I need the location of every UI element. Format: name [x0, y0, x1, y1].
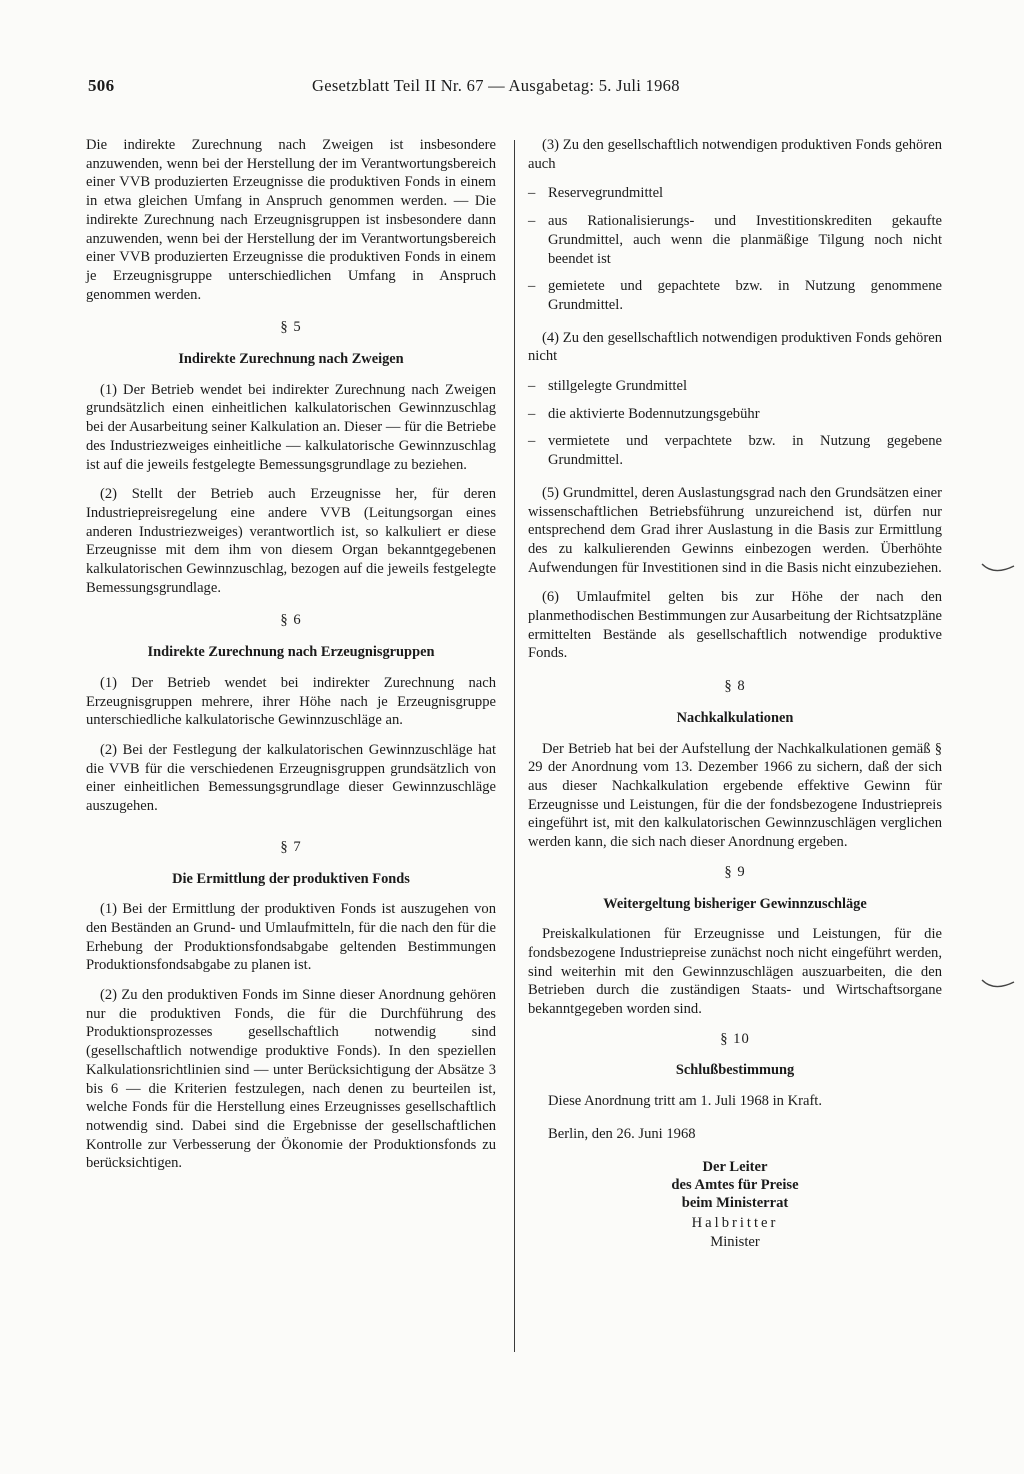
left-column — [86, 136, 496, 1184]
right-column — [528, 136, 942, 1252]
signature-block — [528, 1158, 942, 1213]
signature-line-1: Der Leiter — [702, 1158, 768, 1175]
margin-mark-1 — [980, 560, 1020, 580]
page-number: 506 — [88, 76, 115, 95]
section-10-number: § 10 — [720, 1030, 750, 1047]
section-8-heading: Nachkalkulationen — [676, 709, 794, 726]
list-item: – aus Rationalisierungs- und Investitionskrediten gekaufte Grundmittel, auch wenn die planmäßige Tilgung noch nicht beendet ist — [528, 213, 942, 267]
signature-line-3: beim Ministerrat — [681, 1195, 789, 1212]
section-5-heading: Indirekte Zurechnung nach Zweigen — [178, 351, 404, 368]
section-9-number: § 9 — [724, 863, 746, 880]
signatory-title: Minister — [710, 1234, 760, 1251]
section-7-paragraph-3: (3) Zu den gesellschaftlich notwendigen produktiven Fonds gehören auch — [528, 137, 942, 172]
section-10-heading: Schlußbestimmung — [675, 1062, 795, 1079]
list-item: – stillgelegte Grundmittel — [528, 378, 688, 395]
section-7-paragraph-6: (6) Umlaufmitel gelten bis zur Höhe der nach den planmethodischen Bestimmungen zur Ausarbeitung der Richtsatzpläne ermittelten Bestände als gesellschaftlich notwendige produktive Fonds. — [528, 589, 942, 662]
signature-line-2: des Amtes für Preise — [671, 1176, 799, 1193]
section-7-paragraph-5: (5) Grundmittel, deren Auslastungsgrad nach den Grundsätzen einer wissenschaftlichen Betriebsführung unzureichend ist, dürfen nur entsprechend dem Grad ihrer Auslastung in die Basis zur Ermittlung des zu kalkulierenden Gewinns einbezogen werden. Überhöhte Aufwendungen für Investitionen sind in die Basis nicht einzubeziehen. — [528, 484, 942, 576]
signatory-name: Halbritter — [691, 1215, 779, 1232]
column-divider — [514, 140, 515, 1352]
section-10-paragraph: Diese Anordnung tritt am 1. Juli 1968 in Kraft. — [548, 1093, 823, 1110]
section-5-number: § 5 — [280, 319, 302, 336]
section-6-paragraph-1: (1) Der Betrieb wendet bei indirekter Zurechnung nach Erzeugnisgruppen mehrere, ihrer Höhe nach je Erzeugnisgruppe unterschiedliche kalkulatorische Gewinnzuschläge an. — [86, 674, 496, 729]
section-6-number: § 6 — [280, 612, 302, 629]
intro-paragraph: Die indirekte Zurechnung nach Zweigen ist insbesondere anzuwenden, wenn bei der Herstellung der im Verantwortungsbereich einer VVB produzierten Erzeugnisse die produktiven Fonds in einem in etwa gleichen Umfang in Anspruch genommen werden. — Die indirekte Zurechnung nach Erzeugnisgruppen ist insbesondere dann anzuwenden, wenn bei der Herstellung der im Verantwortungsbereich einer VVB produzierten Erzeugnisse die produktiven Fonds in einem je Erzeugnisgruppe unterschiedlichen Umfang in Anspruch genommen werden. — [86, 137, 496, 303]
list-item: – gemietete und gepachtete bzw. in Nutzung genommene Grundmittel. — [528, 278, 942, 313]
section-6-paragraph-2: (2) Bei der Festlegung der kalkulatorischen Gewinnzuschläge hat die VVB für die verschiedenen Erzeugnisgruppen grundsätzlich von einer einheitlichen Bemessungsgrundlage dieser Gewinnzuschläge auszugehen. — [86, 741, 496, 815]
margin-mark-2 — [980, 976, 1020, 996]
section-9-heading: Weitergeltung bisheriger Gewinnzuschläge — [603, 895, 867, 912]
section-9-paragraph: Preiskalkulationen für Erzeugnisse und Leistungen, für die fondsbezogene Industriepreise zunächst noch nicht eingeführt werden, sind weiterhin mit den Gewinnzuschlägen auszuarbeiten, die den Betrieben durch die zuständigen Staats- und Wirtschaftsorgane bekanntgegeben worden sind. — [528, 926, 942, 1018]
section-7-number: § 7 — [280, 838, 302, 855]
section-8-number: § 8 — [724, 678, 746, 695]
section-6-heading: Indirekte Zurechnung nach Erzeugnisgruppen — [147, 644, 435, 661]
place-date: Berlin, den 26. Juni 1968 — [548, 1125, 696, 1142]
section-5-paragraph-2: (2) Stellt der Betrieb auch Erzeugnisse her, für deren Industriepreisregelung eine andere VVB (Leitungsorgan eines anderen Industriezweiges) verantwortlich ist, so kalkuliert er diese Erzeugnisse mit dem ihm von diesem Organ bekanntgegebenen kalkulatorischen Gewinnzuschlag, bezogen auf die jeweils festgelegte Bemessungsgrundlage. — [86, 486, 496, 596]
header-title: Gesetzblatt Teil II Nr. 67 — Ausgabetag: 5. Juli 1968 — [312, 76, 680, 95]
list-item: – die aktivierte Bodennutzungsgebühr — [528, 405, 760, 422]
section-8-paragraph: Der Betrieb hat bei der Aufstellung der Nachkalkulationen gemäß § 29 der Anordnung vom 13. Dezember 1966 zu sichern, daß der sich aus dieser Nachkalkulation ergebende effektive Gewinn für Erzeugnisse und Leistungen, für die der fondsbezogene Industriepreis eingeführt ist, mit den kalkulatorischen Gewinnzuschlägen verglichen werden kann, die sich nach dieser Anordnung ergeben. — [528, 740, 942, 851]
section-5-paragraph-1: (1) Der Betrieb wendet bei indirekter Zurechnung nach Zweigen grundsätzlich einen einheitlichen kalkulatorischen Gewinnzuschlag bei der Ausarbeitung seiner Kalkulation an. Dieser — für die Betriebe des Industriezweiges einheitliche — kalkulatorische Gewinnzuschlag ist auf die jeweils festgelegte Bemessungsgrundlage zu beziehen. — [86, 381, 496, 473]
list-item: – Reservegrundmittel — [528, 185, 664, 202]
section-7-paragraph-2: (2) Zu den produktiven Fonds im Sinne dieser Anordnung gehören nur die produktiven Fonds, die für die Durchführung des Produktionsprozesses gesellschaftlich notwendig sind (gesellschaftlich notwendige produktive Fonds). In den speziellen Kalkulationsrichtlinien sind — unter Berücksichtigung der Absätze 3 bis 6 — die Kriterien festzulegen, nach denen zu beurteilen ist, welche Fonds für die Herstellung eines Erzeugnisses gesellschaftlich notwendig sind. Dabei sind die Ergebnisse der gesellschaftlichen Kontrolle zur Verbesserung der Ökonomie der Produktionsfonds zu berücksichtigen. — [86, 987, 496, 1172]
list-item: – vermietete und verpachtete bzw. in Nutzung gegebene Grundmittel. — [528, 433, 942, 469]
section-7-paragraph-4: (4) Zu den gesellschaftlich notwendigen produktiven Fonds gehören nicht — [528, 329, 942, 365]
section-7-heading: Die Ermittlung der produktiven Fonds — [172, 870, 410, 887]
section-7-paragraph-1: (1) Bei der Ermittlung der produktiven Fonds ist auszugehen von den Beständen an Grund- und Umlaufmitteln, für die nach den für die Erhebung der Produktionsfondsabgabe geltenden Bestimmungen Produktionsfondsabgabe zu planen ist. — [86, 901, 496, 974]
